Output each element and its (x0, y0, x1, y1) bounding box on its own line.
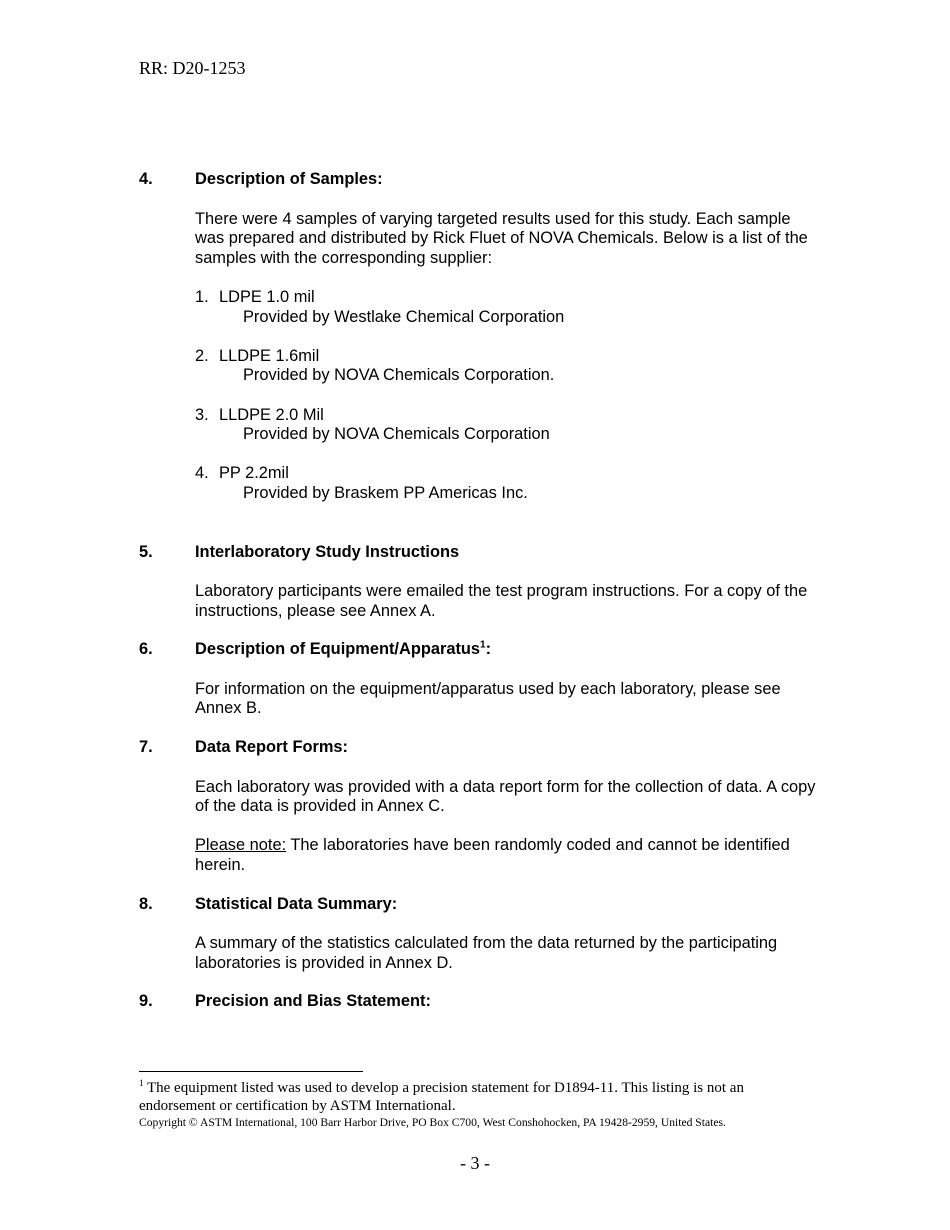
section-number: 8. (139, 894, 153, 913)
section-title: Data Report Forms: (195, 738, 348, 757)
sample-name: LDPE 1.0 mil (219, 287, 315, 306)
note-text: The laboratories have been randomly coded and cannot be identified herein. (195, 836, 790, 875)
section-6-body (195, 680, 819, 719)
section-number: 9. (139, 992, 153, 1011)
section-7-body (195, 778, 819, 876)
section-title: Statistical Data Summary: (195, 894, 398, 913)
note-paragraph (195, 836, 819, 875)
sample-name: LLDPE 2.0 Mil (219, 405, 324, 424)
section-5-heading (139, 543, 819, 563)
section-title: Description of Samples: (195, 170, 383, 188)
footnote-reference: 1 (480, 639, 486, 651)
section-title-text: Description of Equipment/Apparatus (195, 640, 481, 659)
footnote-divider (139, 1071, 363, 1072)
footnote-text: The equipment listed was used to develop a precision statement for D1894-11. This listing is not an endorsement or certification by ASTM International. (139, 1080, 744, 1114)
samples-intro-paragraph: There were 4 samples of varying targeted results used for this study. Each sample was prepared and distributed by Rick Fluet of NOVA Chemicals. Below is a list of the samples with the corresponding supplier: (195, 209, 808, 267)
sample-name: LLDPE 1.6mil (219, 346, 320, 365)
instructions-paragraph: Laboratory participants were emailed the test program instructions. For a copy of the instructions, please see Annex A. (195, 582, 808, 620)
copyright-notice: Copyright © ASTM International, 100 Barr Harbor Drive, PO Box C700, West Conshohocken, PA 19428-2959, United States. (139, 1116, 726, 1129)
sample-number: 3. (195, 405, 209, 424)
section-title (195, 640, 491, 660)
equipment-paragraph: For information on the equipment/apparatus used by each laboratory, please see Annex B. (195, 679, 781, 718)
section-9-heading (139, 992, 819, 1012)
page-number: - 3 - (460, 1153, 490, 1173)
data-report-paragraph: Each laboratory was provided with a data report form for the collection of data. A copy of the data is provided in Annex C. (195, 777, 816, 816)
section-4-heading (139, 170, 819, 190)
footnote-marker: 1 (139, 1078, 144, 1088)
section-8-heading (139, 895, 819, 915)
document-body (139, 170, 819, 1012)
statistics-paragraph: A summary of the statistics calculated from the data returned by the participating laboratories is provided in Annex D. (195, 934, 778, 972)
sample-supplier: Provided by NOVA Chemicals Corporation. (243, 366, 555, 385)
sample-list-item (195, 288, 819, 327)
section-7-heading (139, 738, 819, 758)
sample-list-item (195, 406, 819, 445)
section-number: 4. (139, 170, 153, 188)
section-title: Precision and Bias Statement: (195, 992, 431, 1011)
section-5-body (195, 582, 819, 621)
section-number: 7. (139, 738, 153, 757)
section-number: 6. (139, 640, 153, 659)
section-4-body (195, 210, 819, 504)
sample-supplier: Provided by Westlake Chemical Corporation (243, 307, 565, 326)
report-id-header: RR: D20-1253 (139, 58, 246, 78)
section-8-body (195, 934, 819, 973)
sample-supplier: Provided by NOVA Chemicals Corporation (243, 425, 550, 444)
sample-name: PP 2.2mil (219, 464, 289, 483)
sample-list-item (195, 347, 819, 386)
section-title-suffix: : (485, 640, 492, 659)
sample-number: 4. (195, 464, 209, 483)
section-title: Interlaboratory Study Instructions (195, 542, 460, 561)
sample-number: 2. (195, 346, 209, 365)
section-6-heading (139, 640, 819, 660)
footnote (139, 1079, 819, 1115)
sample-supplier: Provided by Braskem PP Americas Inc. (243, 483, 528, 502)
note-label: Please note: (195, 836, 287, 855)
sample-number: 1. (195, 287, 209, 306)
sample-list-item (195, 464, 819, 503)
section-number: 5. (139, 542, 153, 561)
